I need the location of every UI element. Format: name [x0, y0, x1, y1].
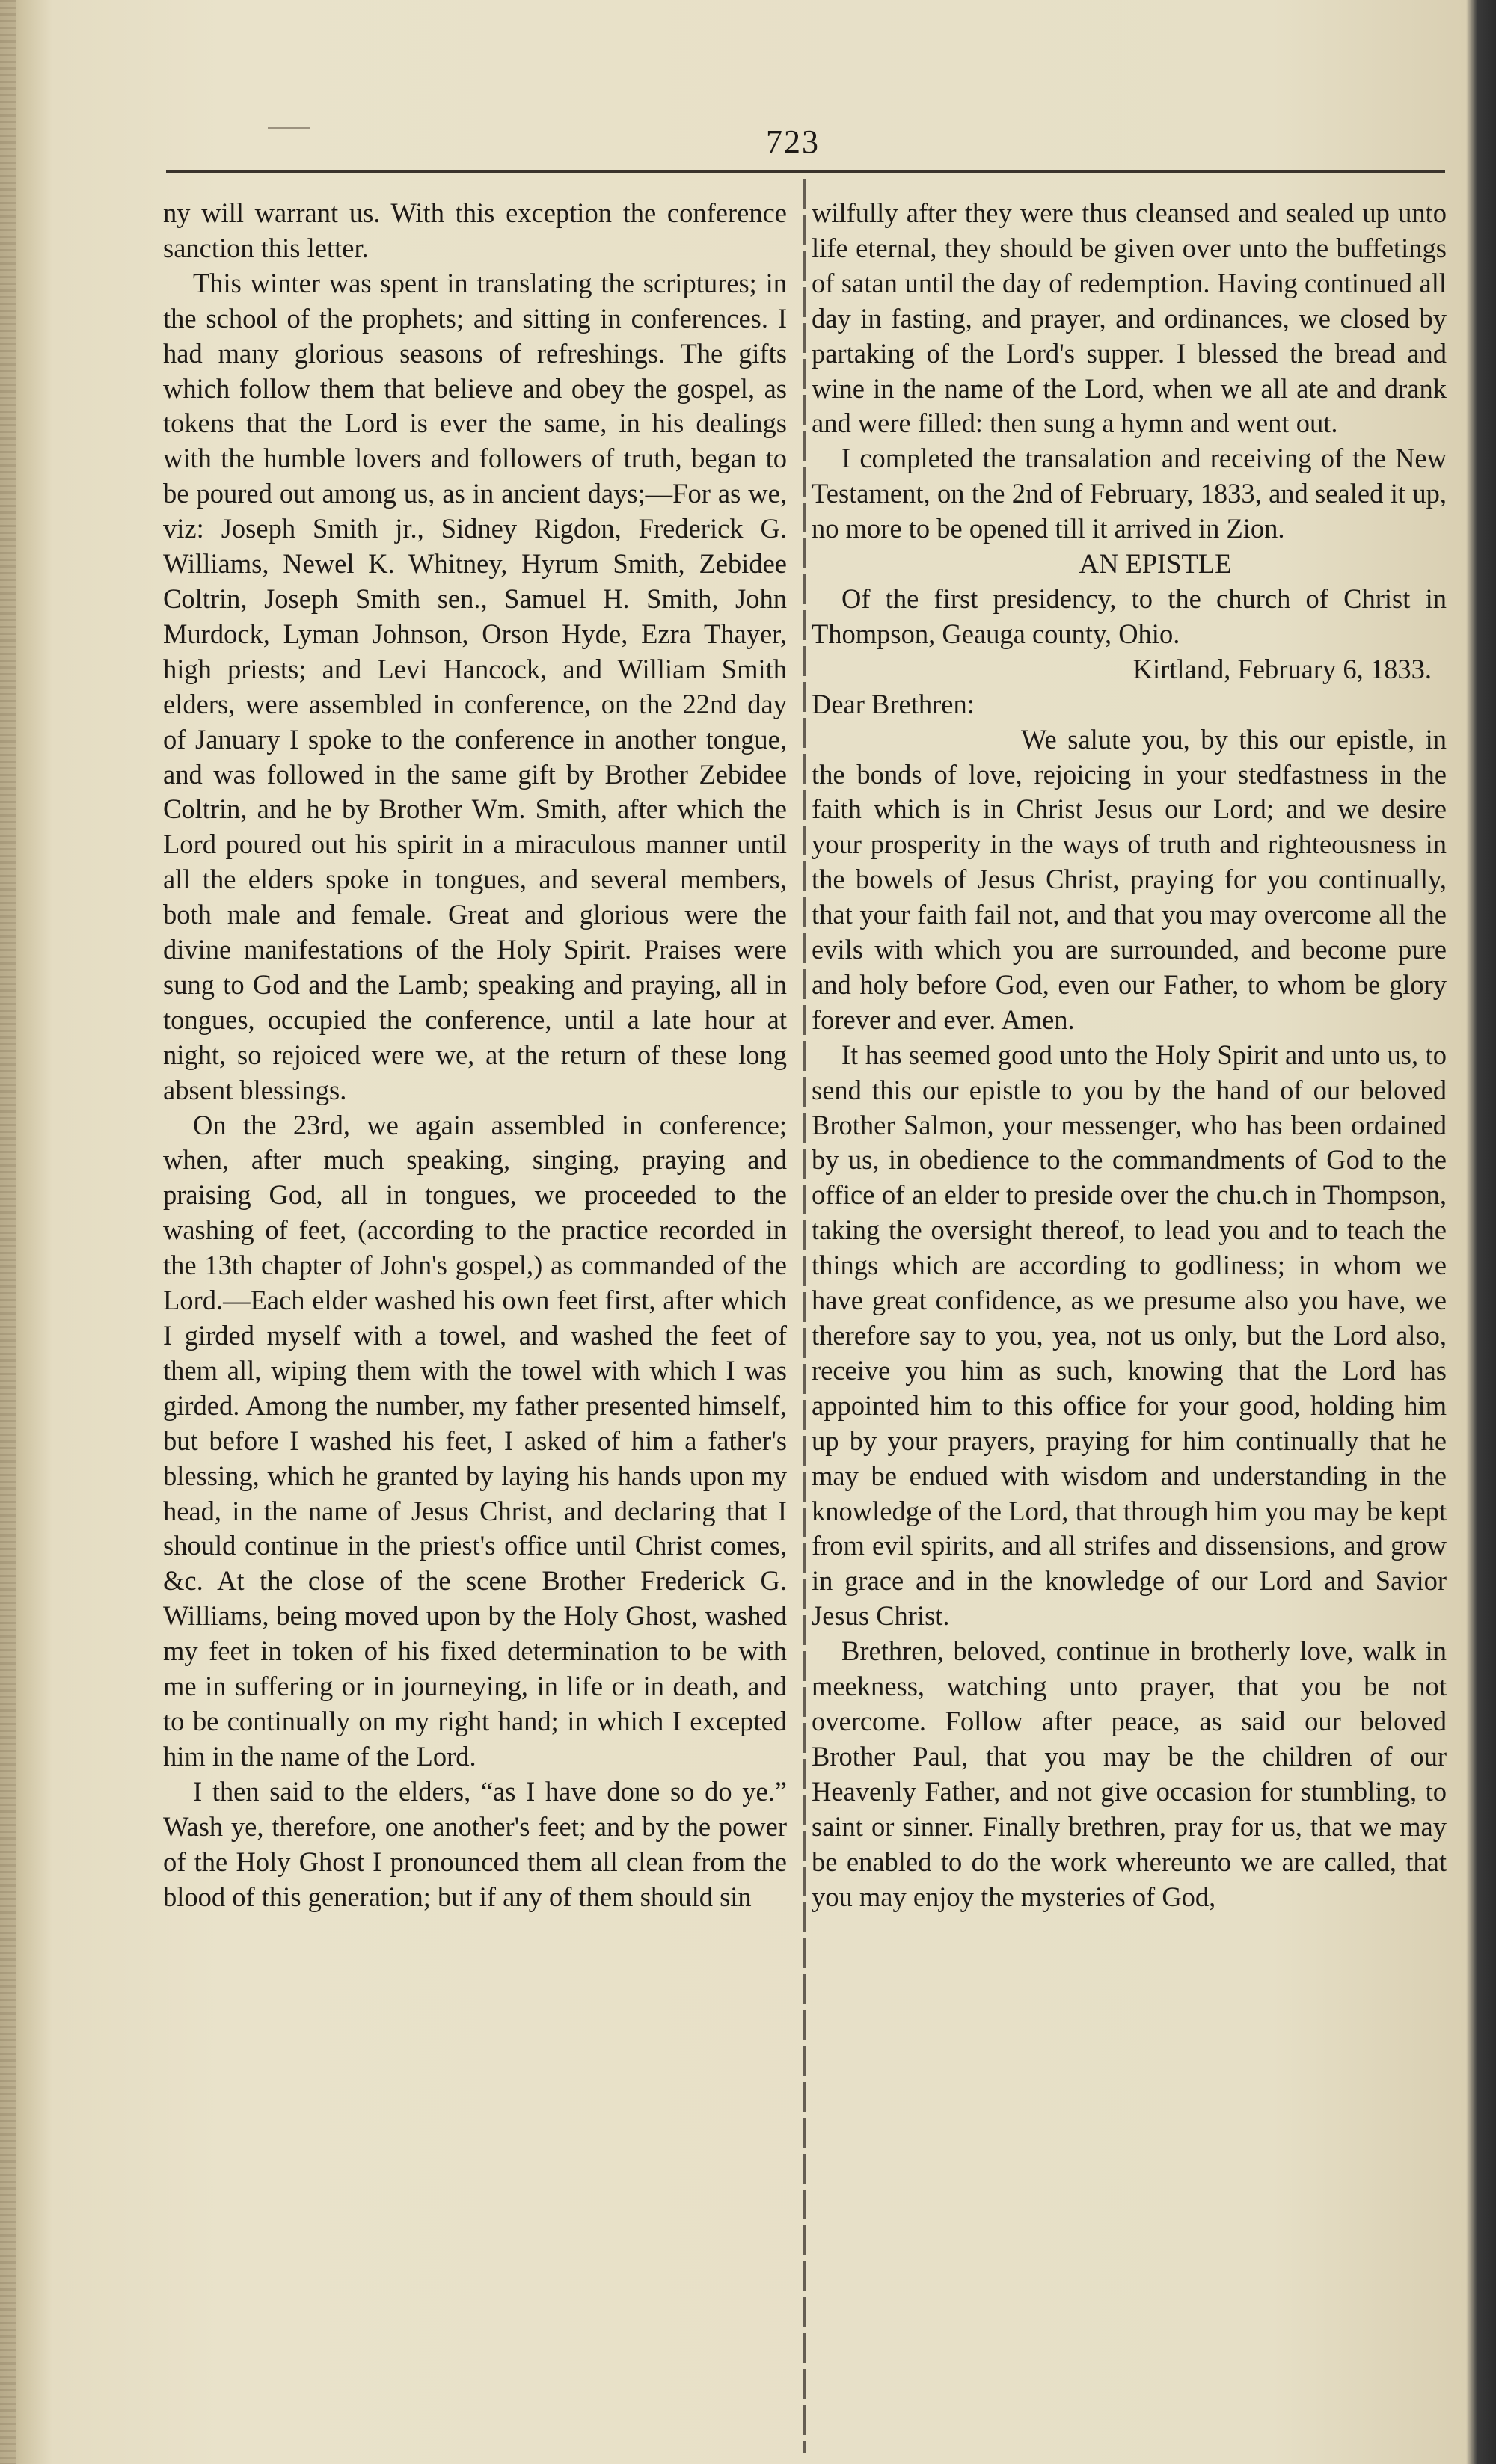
paragraph: wilfully after they were thus cleansed and sealed up unto life eternal, they should be given over unto the buffetings of satan until the day of redemption. Having continued all day in fasting, and prayer, and ordinances, we closed by partaking of the Lord's supper. I blessed the bread and wine in the name of the Lord, when we all ate and drank and were filled: then sung a hymn and went out.: [812, 197, 1447, 439]
page-gutter-edge: [0, 0, 16, 2464]
paragraph: I completed the transalation and receiving of the New Testament, on the 2nd of February, 1833, and sealed it up, no more to be opened till it arrived in Zion.: [812, 443, 1447, 544]
paragraph: ny will warrant us. With this exception the conference sanction this letter.: [163, 197, 787, 263]
epistle-subheading: Of the first presidency, to the church of Christ in Thompson, Geauga county, Ohio.: [812, 583, 1447, 649]
paragraph: I then said to the elders, “as I have done so do ye.” Wash ye, therefore, one another's feet; and by the power of the Holy Ghost I pronounced them all clean from the blood of this generation; but if any of them should sin: [163, 1775, 787, 1912]
printer-mark: [268, 127, 310, 129]
paragraph: This winter was spent in translating the scriptures; in the school of the prophets; and sitting in conferences. I had many glorious seasons of refreshings. The gifts which follow them that believe and obey the gospel, as tokens that the Lord is ever the same, in his dealings with the humble lovers and followers of truth, began to be poured out among us, as in ancient days;—For as we, viz: Joseph Smith jr., Sidney Rigdon, Frederick G. Williams, Newel K. Whitney, Hyrum Smith, Zebidee Coltrin, Joseph Smith sen., Samuel H. Smith, John Murdock, Lyman Johnson, Orson Hyde, Ezra Thayer, high priests; and Levi Hancock, and William Smith elders, were assembled in conference, on the 22nd day of January I spoke to the conference in another tongue, and was followed in the same gift by Brother Zebidee Coltrin, and he by Brother Wm. Smith, after which the Lord poured out his spirit in a miraculous manner until all the elders spoke in tongues, and several members, both male and female. Great and glorious were the divine manifestations of the Holy Spirit. Praises were sung to God and the Lamb; speaking and praying, all in tongues, occupied the conference, until a late hour at night, so rejoiced were we, at the return of these long absent blessings.: [163, 267, 787, 1105]
epistle-heading: AN EPISTLE: [1079, 548, 1232, 580]
right-column: [812, 196, 1447, 1914]
left-column: [163, 196, 787, 1914]
paragraph: It has seemed good unto the Holy Spirit and unto us, to send this our epistle to you by the hand of our beloved Brother Salmon, your messenger, who has been ordained by us, in obedience to the commandments of God to the office of an elder to preside over the chu.ch in Thompson, taking the oversight thereof, to lead you and to teach the things which are according to godliness; in whom we have great confidence, as we presume also you have, we therefore say to you, yea, not us only, but the Lord also, receive you him as such, knowing that the Lord has appointed him to this office for your good, holding him up by your prayers, praying for him continually that he may be endued with wisdom and understanding in the knowledge of the Lord, that through him you may be kept from evil spirits, and all strifes and dissensions, and grow in grace and in the knowledge of our Lord and Savior Jesus Christ.: [812, 1039, 1447, 1632]
salutation: Dear Brethren:: [812, 688, 975, 719]
page-number: 723: [766, 123, 820, 160]
dateline: Kirtland, February 6, 1833.: [1132, 653, 1432, 684]
paragraph: On the 23rd, we again assembled in conference; when, after much speaking, singing, praying and praising God, all in tongues, we proceeded to the washing of feet, (according to the practice recorded in the 13th chapter of John's gospel,) as commanded of the Lord.—Each elder washed his own feet first, after which I girded myself with a towel, and washed the feet of them all, wiping them with the towel with which I was girded. Among the number, my father presented himself, but before I washed his feet, I asked of him a father's blessing, which he granted by laying his hands upon my head, in the name of Jesus Christ, and declaring that I should continue in the priest's office until Christ comes, &c. At the close of the scene Brother Frederick G. Williams, being moved upon by the Holy Ghost, washed my feet in token of his fixed determination to be with me in suffering or in journeying, in life or in death, and to be continually on my right hand; in which I excepted him in the name of the Lord.: [163, 1109, 787, 1772]
header-rule: [166, 170, 1445, 173]
paragraph: Brethren, beloved, continue in brotherly love, walk in meekness, watching unto prayer, that you be not overcome. Follow after peace, as said our beloved Brother Paul, that you may be the children of our Heavenly Father, and not give occasion for stumbling, to saint or sinner. Finally brethren, pray for us, that we may be enabled to do the work whereunto we are called, that you may enjoy the mysteries of God,: [812, 1635, 1447, 1912]
column-divider: [803, 179, 806, 2453]
paragraph: We salute you, by this our epistle, in the bonds of love, rejoicing in your stedfastness in the faith which is in Christ Jesus our Lord; and we desire your prosperity in the ways of truth and righteousness in the bowels of Jesus Christ, praying for you continually, that your faith fail not, and that you may overcome all the evils with which you are surrounded, and become pure and holy before God, even our Father, to whom be glory forever and ever. Amen.: [812, 723, 1447, 1035]
